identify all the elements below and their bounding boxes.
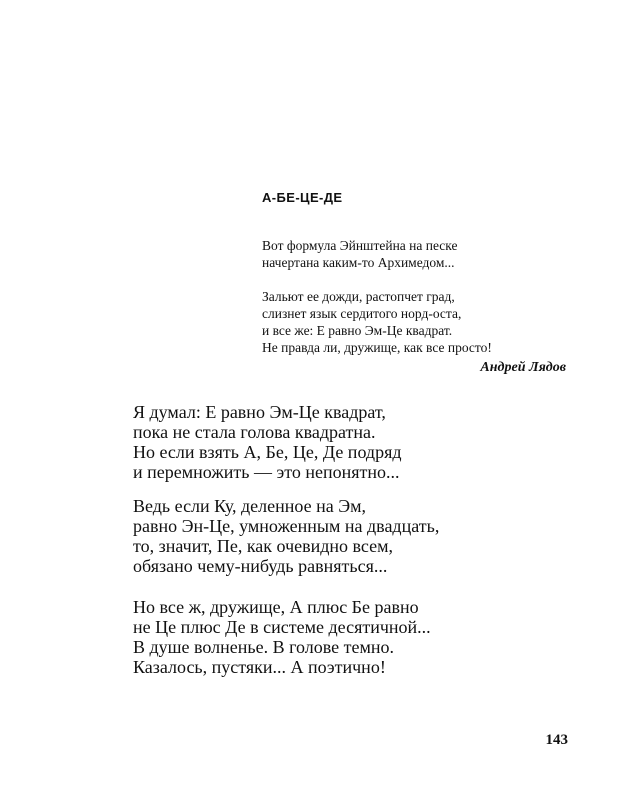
epigraph-line: начертана каким-то Архимедом... — [262, 255, 455, 270]
poem-stanza-2 — [133, 496, 439, 576]
epigraph-stanza-2 — [262, 288, 492, 356]
poem-stanza-3 — [133, 597, 431, 677]
poem-line: Но если взять А, Бе, Це, Де подряд — [133, 442, 402, 462]
poem-line: то, значит, Пе, как очевидно всем, — [133, 536, 394, 556]
epigraph-line: Не правда ли, дружище, как все просто! — [262, 340, 492, 355]
poem-line: и перемножить — это непонятно... — [133, 462, 400, 482]
epigraph-line: слизнет язык сердитого норд-оста, — [262, 306, 462, 321]
poem-line: Казалось, пустяки... А поэтично! — [133, 657, 386, 677]
epigraph-stanza-1 — [262, 237, 458, 271]
page-number: 143 — [545, 732, 568, 748]
poem-line: пока не стала голова квадратна. — [133, 422, 376, 442]
epigraph-author: Андрей Лядов — [480, 360, 566, 375]
poem-line: Ведь если Ку, деленное на Эм, — [133, 496, 367, 516]
poem-line: Я думал: Е равно Эм-Це квадрат, — [133, 402, 386, 422]
epigraph-line: и все же: Е равно Эм-Це квадрат. — [262, 323, 453, 338]
epigraph-line: Зальют ее дожди, растопчет град, — [262, 289, 455, 304]
poem-line: не Це плюс Де в системе десятичной... — [133, 617, 431, 637]
epigraph-title: А-БЕ-ЦЕ-ДЕ — [262, 190, 343, 205]
poem-line: В душе волненье. В голове темно. — [133, 637, 395, 657]
epigraph-line: Вот формула Эйнштейна на песке — [262, 238, 458, 253]
poem-line: Но все ж, дружище, А плюс Бе равно — [133, 597, 419, 617]
poem-stanza-1 — [133, 402, 402, 482]
poem-line: равно Эн-Це, умноженным на двадцать, — [133, 516, 440, 536]
poem-line: обязано чему-нибудь равняться... — [133, 556, 388, 576]
